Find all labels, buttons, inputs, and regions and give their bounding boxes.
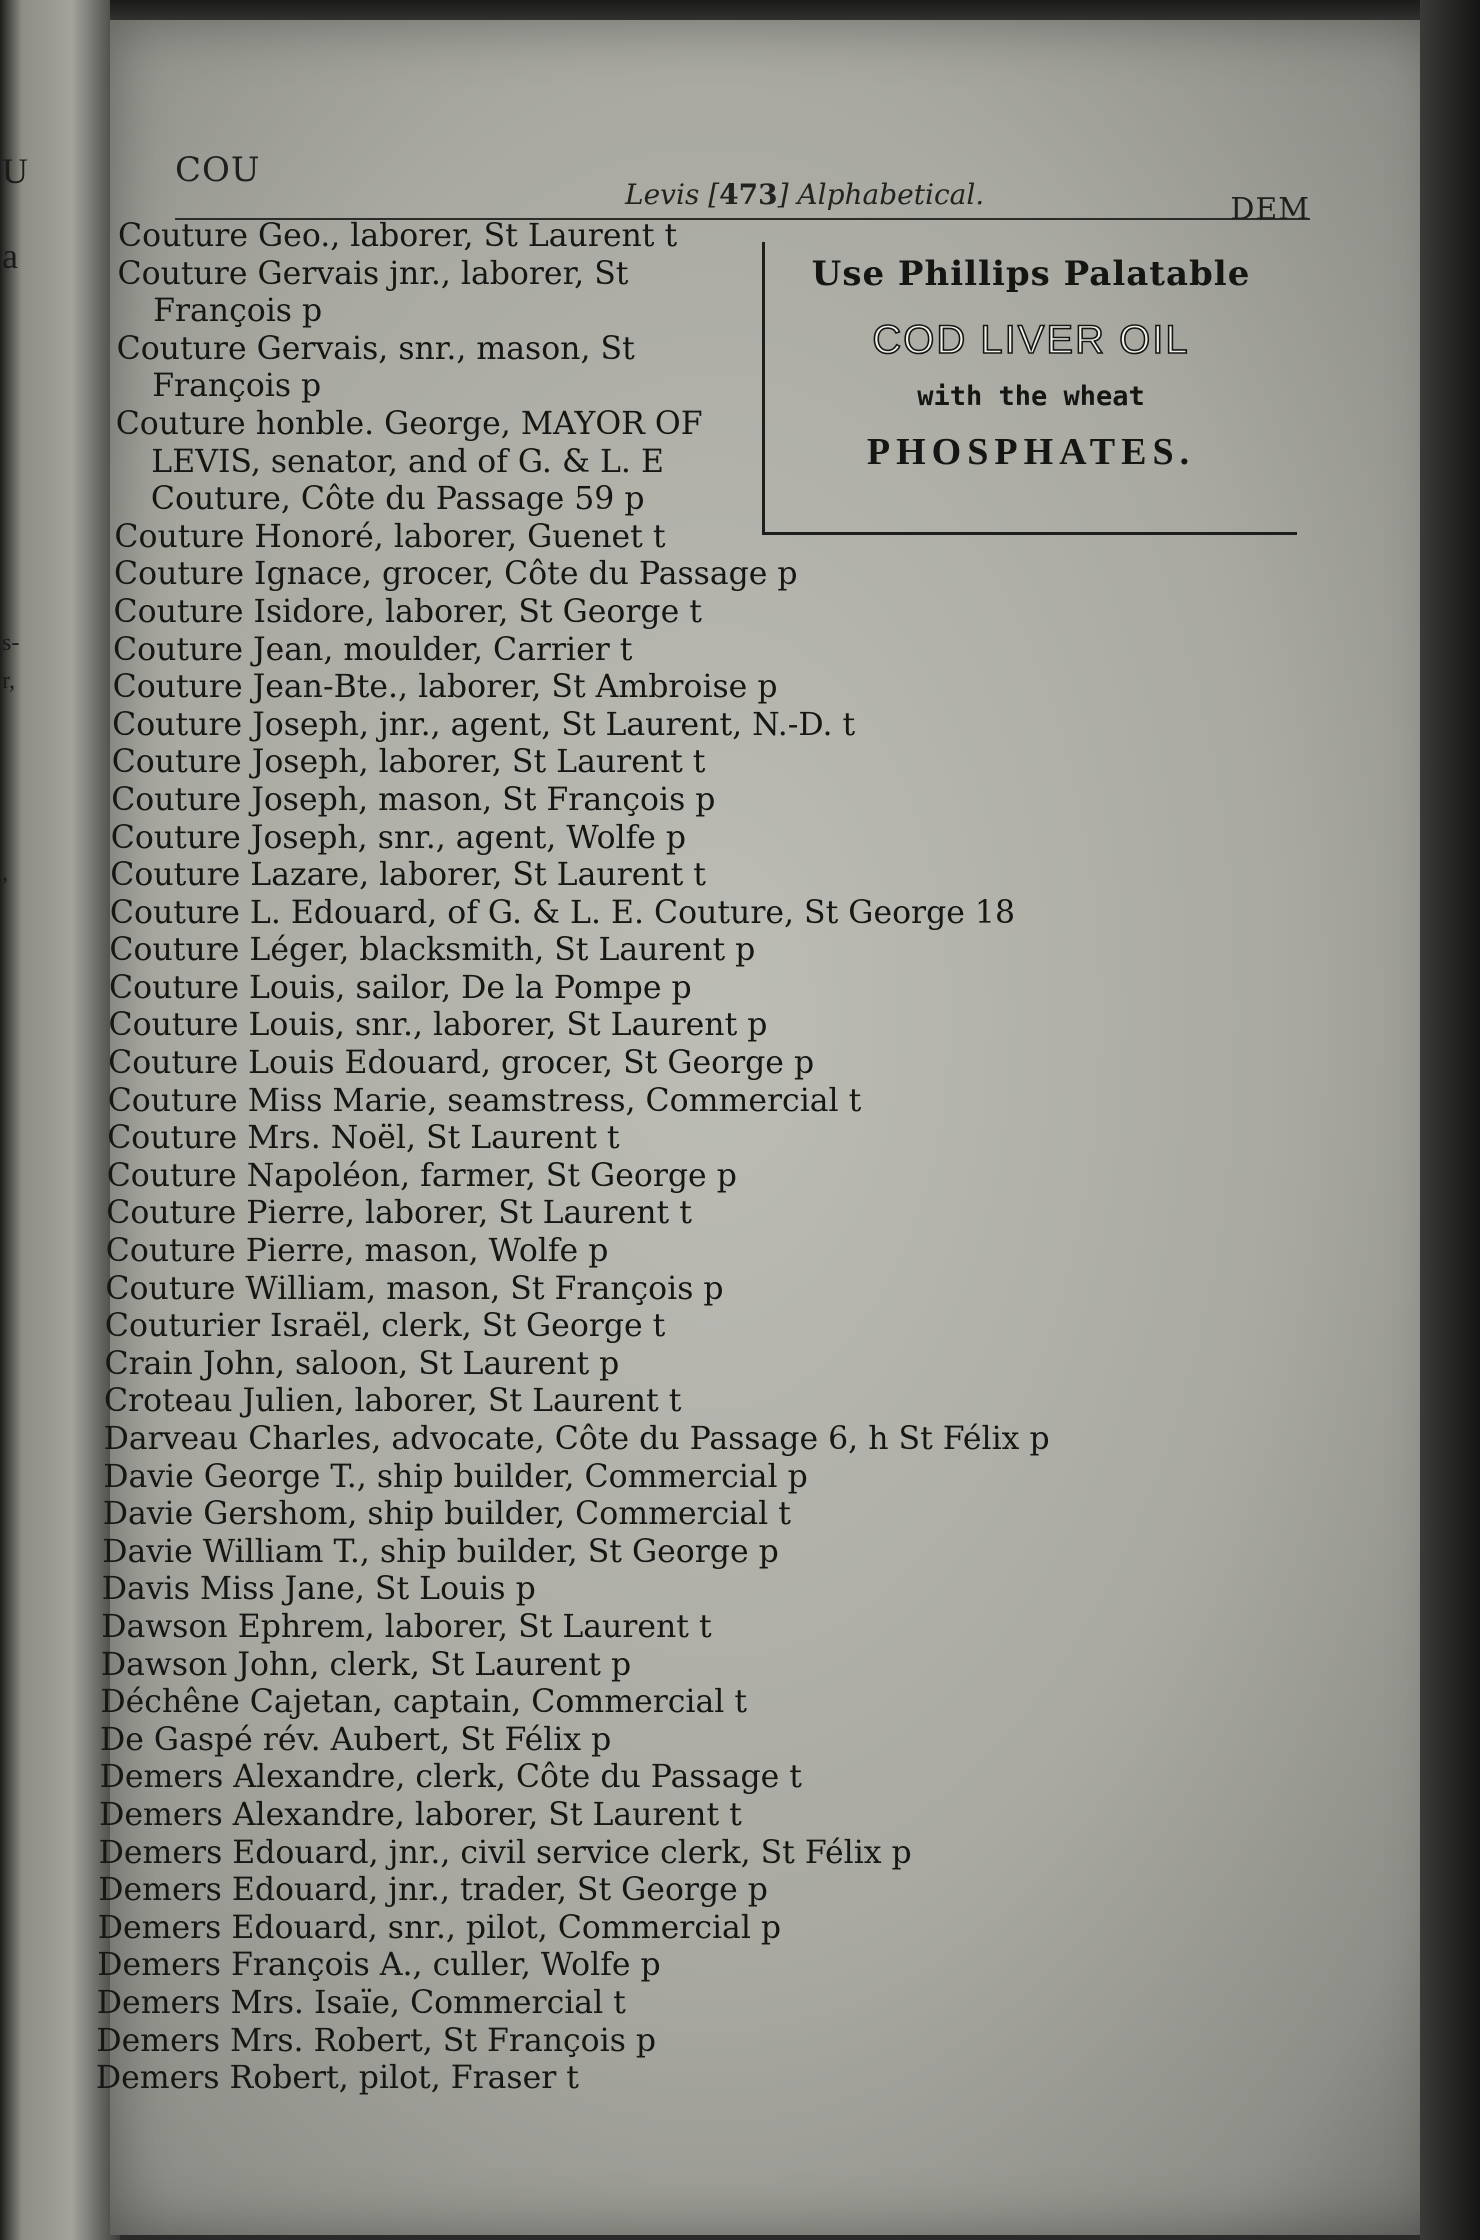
header-title-post: ] Alphabetical.: [777, 178, 985, 211]
directory-entry: Davie George T., ship builder, Commercial p: [103, 1458, 808, 1495]
margin-fragment: U: [2, 151, 28, 191]
directory-entry: Demers François A., culler, Wolfe p: [97, 1947, 661, 1984]
directory-entry: Couture Louis, snr., laborer, St Laurent p: [108, 1007, 768, 1044]
directory-entry: Couture Geo., laborer, St Laurent t: [118, 218, 678, 254]
page-number: 473: [719, 178, 778, 211]
directory-entry: Couture Jean, moulder, Carrier t: [113, 631, 633, 668]
directory-entry: Demers Edouard, jnr., civil service clerk, St Félix p: [98, 1834, 912, 1871]
directory-entry: Couture Ignace, grocer, Côte du Passage p: [114, 556, 798, 593]
directory-entry: Couture Napoléon, farmer, St George p: [106, 1157, 737, 1194]
directory-entry: Couture Honoré, laborer, Guenet t: [114, 518, 666, 555]
directory-entry: Couture Louis Edouard, grocer, St George p: [108, 1045, 815, 1082]
directory-entry: Couture Joseph, laborer, St Laurent t: [111, 744, 706, 781]
directory-entry: Dawson John, clerk, St Laurent p: [100, 1646, 632, 1683]
directory-entry: Couture Joseph, jnr., agent, St Laurent, N.-D. t: [112, 706, 856, 743]
directory-entry: Couture Louis, sailor, De la Pompe p: [109, 969, 692, 1006]
ad-headline: Use Phillips Palatable: [811, 254, 1251, 294]
directory-entry: Croteau Julien, laborer, St Laurent t: [104, 1383, 682, 1420]
directory-entry: Demers Mrs. Isaïe, Commercial t: [96, 1984, 626, 2021]
directory-entry: Dawson Ephrem, laborer, St Laurent t: [101, 1608, 712, 1645]
directory-entry: Couture honble. George, MAYOR OF: [115, 405, 703, 442]
directory-entry: Crain John, saloon, St Laurent p: [104, 1345, 620, 1382]
directory-listing: [95, 218, 1368, 2098]
directory-entry: Couture Lazare, laborer, St Laurent t: [110, 857, 706, 894]
directory-entry: Couture Jean-Bte., laborer, St Ambroise p: [112, 669, 778, 706]
directory-entry: Couture Mrs. Noël, St Laurent t: [107, 1120, 620, 1157]
directory-entry: De Gaspé rév. Aubert, St Félix p: [100, 1721, 612, 1758]
directory-entry: Couture, Côte du Passage 59 p: [150, 481, 645, 518]
margin-fragment: a: [2, 236, 18, 276]
directory-entry: Déchêne Cajetan, captain, Commercial t: [100, 1684, 748, 1721]
directory-entry: Couture Pierre, mason, Wolfe p: [105, 1233, 609, 1270]
directory-entry: François p: [152, 368, 322, 405]
header-first-word: COU: [175, 150, 261, 190]
directory-entry: Demers Alexandre, laborer, St Laurent t: [99, 1796, 742, 1833]
directory-entry: Couture Pierre, laborer, St Laurent t: [106, 1195, 692, 1232]
scan-right-edge: [1420, 0, 1480, 2240]
directory-entry: Demers Mrs. Robert, St François p: [96, 2022, 657, 2059]
directory-entry: Demers Edouard, jnr., trader, St George p: [98, 1872, 768, 1909]
running-header: [175, 148, 1310, 227]
margin-fragment: s-: [2, 630, 20, 656]
directory-entry: Couturier Israël, clerk, St George t: [104, 1308, 666, 1345]
directory-entry: Couture Gervais jnr., laborer, St: [117, 255, 629, 292]
directory-entry: Couture Isidore, laborer, St George t: [113, 593, 702, 630]
ad-product: COD LIVER OIL: [872, 318, 1190, 362]
directory-entry: François p: [153, 293, 323, 330]
header-title: [625, 178, 984, 211]
directory-entry: LEVIS, senator, and of G. & L. E: [151, 443, 664, 480]
directory-entry: Demers Robert, pilot, Fraser t: [95, 2060, 579, 2097]
directory-entry: Couture Joseph, snr., agent, Wolfe p: [110, 819, 687, 856]
margin-fragment: r,: [2, 668, 16, 694]
directory-entry: Demers Edouard, snr., pilot, Commercial p: [97, 1909, 782, 1946]
directory-entry: Davie William T., ship builder, St George p: [102, 1533, 779, 1570]
directory-entry: Couture L. Edouard, of G. & L. E. Couture, St George 18: [109, 894, 1016, 931]
directory-entry: Couture Joseph, mason, St François p: [111, 781, 716, 818]
directory-entry: Darveau Charles, advocate, Côte du Passage 6, h St Félix p: [103, 1421, 1050, 1457]
directory-entry: Couture William, mason, St François p: [105, 1270, 724, 1307]
ad-footer: PHOSPHATES.: [866, 431, 1196, 473]
directory-entry: Davis Miss Jane, St Louis p: [101, 1571, 536, 1608]
margin-fragment: ,: [2, 860, 8, 886]
directory-entry: Davie Gershom, ship builder, Commercial t: [102, 1496, 791, 1533]
directory-entry: Demers Alexandre, clerk, Côte du Passage t: [99, 1759, 802, 1796]
ad-subline: with the wheat: [917, 381, 1145, 412]
directory-entry: Couture Léger, blacksmith, St Laurent p: [109, 932, 756, 969]
directory-entry: Couture Gervais, snr., mason, St: [116, 330, 635, 367]
directory-entry: Couture Miss Marie, seamstress, Commercial t: [107, 1082, 862, 1119]
header-last-word: DEM: [1230, 192, 1310, 227]
header-title-pre: Levis [: [625, 178, 720, 211]
